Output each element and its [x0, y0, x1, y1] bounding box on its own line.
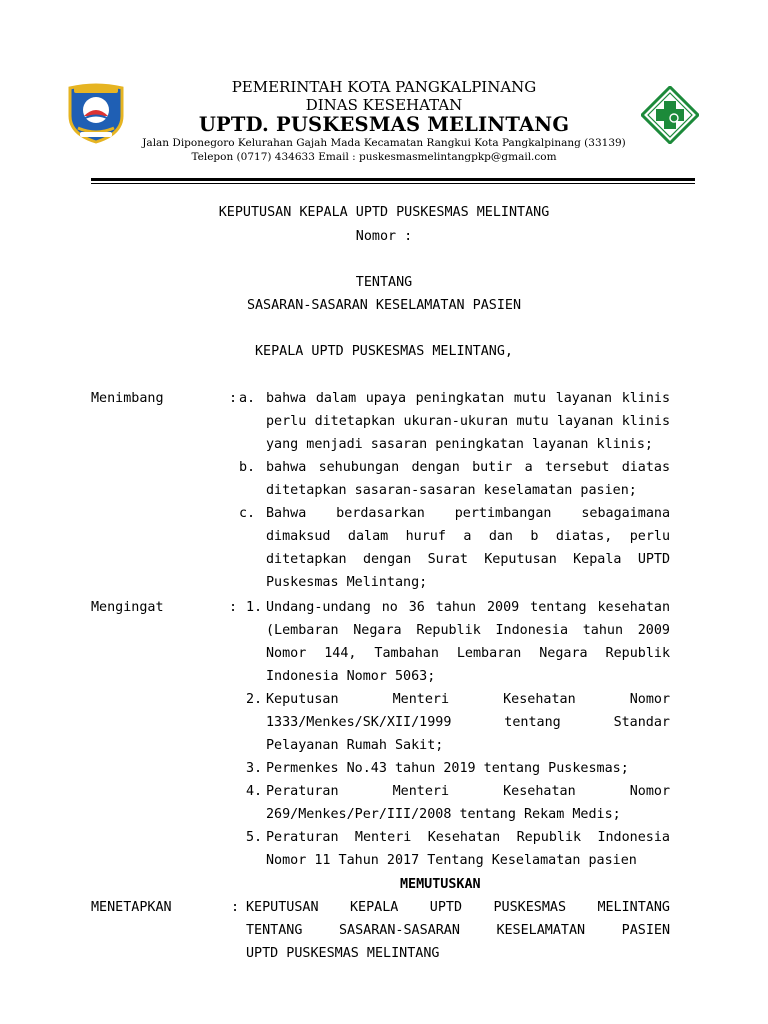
mengingat-1-line-4: Indonesia Nomor 5063;	[266, 669, 436, 684]
decision-number: Nomor :	[355, 229, 413, 244]
mengingat-1-line-2: (Lembaran Negara Republik Indonesia tahun 2009	[266, 623, 670, 638]
menetapkan-line-2: TENTANG SASARAN-SASARAN KESELAMATAN PASIEN	[246, 923, 671, 938]
header-government: PEMERINTAH KOTA PANGKALPINANG	[231, 78, 537, 96]
mengingat-2-line-1: Keputusan Menteri Kesehatan Nomor	[266, 692, 671, 707]
menimbang-mark-c: c.	[239, 506, 256, 521]
mengingat-mark-1: 1.	[246, 600, 263, 615]
head-of-unit: KEPALA UPTD PUSKESMAS MELINTANG,	[255, 344, 513, 359]
menetapkan-line-3: UPTD PUSKESMAS MELINTANG	[246, 946, 440, 961]
menimbang-a-line-1: bahwa dalam upaya peningkatan mutu layanan klinis	[266, 391, 671, 406]
header-address: Jalan Diponegoro Kelurahan Gajah Mada Kecamatan Rangkui Kota Pangkalpinang (33139)	[142, 137, 626, 149]
mengingat-3-line-1: Permenkes No.43 tahun 2019 tentang Puskesmas;	[266, 761, 629, 776]
mengingat-4-line-2: 269/Menkes/Per/III/2008 tentang Rekam Medis;	[266, 807, 621, 822]
menimbang-c-line-2: dimaksud dalam huruf a dan b diatas, perlu	[266, 529, 671, 544]
menimbang-mark-b: b.	[239, 460, 256, 475]
decision-subject: SASARAN-SASARAN KESELAMATAN PASIEN	[246, 298, 522, 313]
mengingat-2-line-2: 1333/Menkes/SK/XII/1999 tentang Standar	[266, 715, 670, 730]
mengingat-1-line-3: Nomor 144, Tambahan Lembaran Negara Republik	[266, 646, 671, 661]
menimbang-b-line-2: ditetapkan sasaran-sasaran keselamatan pasien;	[266, 483, 637, 498]
mengingat-5-line-1: Peraturan Menteri Kesehatan Republik Indonesia	[266, 830, 670, 845]
mengingat-2-line-3: Pelayanan Rumah Sakit;	[266, 738, 444, 753]
menimbang-colon: :	[229, 391, 238, 406]
header-department: DINAS KESEHATAN	[305, 96, 463, 114]
menimbang-c-line-1: Bahwa berdasarkan pertimbangan sebagaimana	[266, 506, 671, 521]
menetapkan-line-1: KEPUTUSAN KEPALA UPTD PUSKESMAS MELINTANG	[246, 900, 670, 915]
menimbang-a-line-2: perlu ditetapkan ukuran-ukuran mutu layanan klinis	[266, 414, 671, 429]
menimbang-b-line-1: bahwa sehubungan dengan butir a tersebut diatas	[266, 460, 671, 475]
mengingat-mark-3: 3.	[246, 761, 263, 776]
menimbang-a-line-3: yang menjadi sasaran peningkatan layanan klinis;	[266, 437, 653, 452]
header-contact: Telepon (0717) 434633 Email : puskesmasmelintangpkp@gmail.com	[191, 151, 557, 163]
about-heading: TENTANG	[355, 275, 413, 290]
header-divider-thick	[91, 178, 695, 181]
mengingat-mark-4: 4.	[246, 784, 263, 799]
menetapkan-colon: :	[231, 900, 240, 915]
mengingat-mark-5: 5.	[246, 830, 263, 845]
mengingat-mark-2: 2.	[246, 692, 263, 707]
menetapkan-label: MENETAPKAN	[91, 900, 172, 915]
mengingat-1-line-1: Undang-undang no 36 tahun 2009 tentang kesehatan	[266, 600, 671, 615]
menimbang-label: Menimbang	[91, 391, 164, 406]
mengingat-4-line-1: Peraturan Menteri Kesehatan Nomor	[266, 784, 671, 799]
memutuskan-heading: MEMUTUSKAN	[400, 877, 481, 892]
mengingat-5-line-2: Nomor 11 Tahun 2017 Tentang Keselamatan pasien	[266, 853, 637, 868]
header-divider-thin	[91, 183, 695, 184]
header-unit-name: UPTD. PUSKESMAS MELINTANG	[198, 113, 570, 136]
mengingat-label: Mengingat	[91, 600, 164, 615]
menimbang-c-line-3: ditetapkan dengan Surat Keputusan Kepala UPTD	[266, 552, 671, 567]
mengingat-colon: :	[229, 600, 238, 615]
decision-title: KEPUTUSAN KEPALA UPTD PUSKESMAS MELINTANG	[218, 205, 550, 220]
menimbang-c-line-4: Puskesmas Melintang;	[266, 575, 428, 590]
menimbang-mark-a: a.	[239, 391, 256, 406]
